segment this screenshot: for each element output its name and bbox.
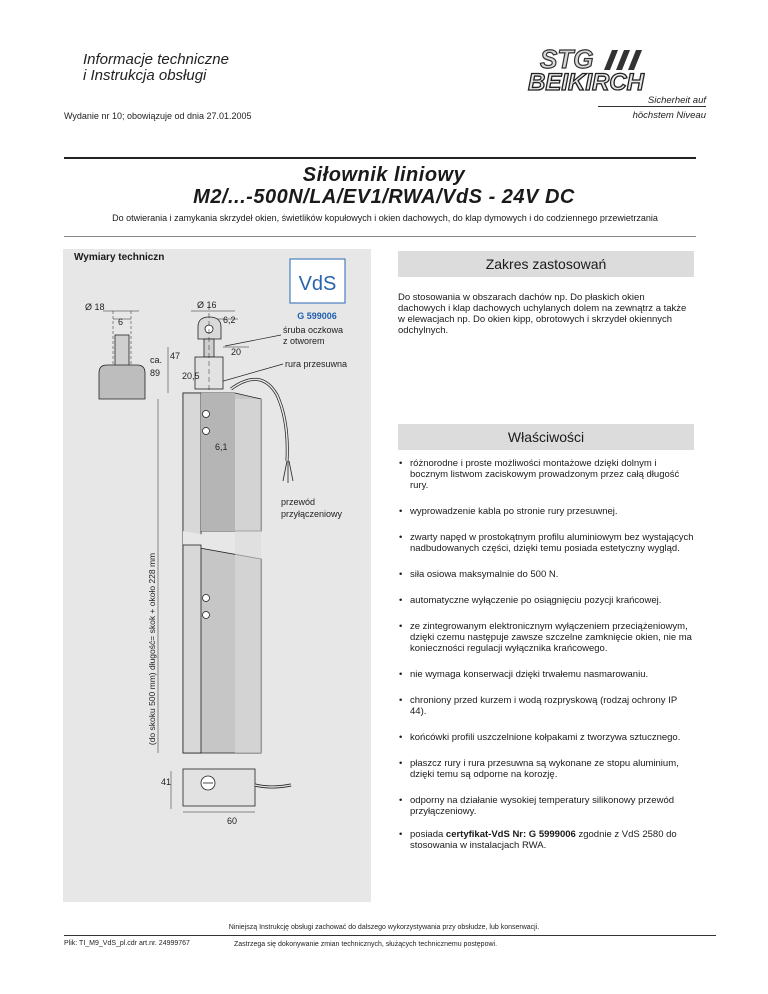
- title-rule-top: [64, 157, 696, 159]
- dim-6-2: 6,2: [223, 315, 236, 325]
- product-title-line-1: Siłownik liniowy: [302, 164, 466, 186]
- dim-41: 41: [161, 777, 172, 787]
- dim-89: 89: [150, 368, 161, 378]
- document-type-title: [83, 52, 229, 84]
- dim-20: 20: [231, 347, 242, 357]
- tube-end-detail: [85, 302, 162, 399]
- vds-logo-text: VdS: [298, 273, 337, 295]
- vds-logo: [290, 259, 345, 303]
- product-subtitle: Do otwierania i zamykania skrzydeł okien, świetlików kopułowych i okien dachowych, do klap dymowych i do codziennego przewietrzania: [112, 213, 658, 223]
- slogan-divider: [598, 106, 706, 107]
- technical-drawing: [63, 249, 373, 909]
- logo-stg-text: STG: [540, 44, 594, 74]
- slogan: [598, 93, 706, 123]
- list-item: • chroniony przed kurzem i wodą rozpryskową (rodzaj ochrony IP 44).: [398, 695, 694, 717]
- actuator-body: [183, 393, 261, 753]
- dim-20-5: 20,5: [182, 371, 200, 381]
- dim-d16: Ø 16: [197, 300, 217, 310]
- footer-note: Niniejszą Instrukcję obsługi zachować do dalszego wykorzystywania przy obsłudze, lub konserwacji.: [228, 924, 540, 931]
- list-item: • końcówki profili uszczelnione kołpakami z tworzywa sztucznego.: [398, 732, 694, 743]
- slogan-line-1: Sicherheit auf: [647, 95, 706, 106]
- application-heading: Zakres zastosowań: [398, 251, 694, 277]
- edition-note: Wydanie nr 10; obowiązuje od dnia 27.01.2005: [64, 111, 252, 121]
- dim-6-1: 6,1: [215, 442, 228, 452]
- dim-47: 47: [170, 351, 181, 361]
- label-sliding-tube: rura przesuwna: [285, 359, 348, 369]
- cert-number: certyfikat-VdS Nr: G 5999006: [445, 829, 576, 840]
- label-cable-2: przyłączeniowy: [281, 509, 343, 519]
- dim-ca: ca.: [150, 355, 163, 365]
- list-item: • odporny na działanie wysokiej temperatury silikonowy przewód przyłączeniowy.: [398, 795, 694, 817]
- logo-stripes: [604, 50, 642, 70]
- list-item: • różnorodne i proste możliwości montażowe dzięki dolnym i bocznym listwom zaciskowym prowadzonym przez całą długość rury.: [398, 458, 694, 491]
- list-item: • nie wymaga konserwacji dzięki trwałemu nasmarowaniu.: [398, 669, 694, 680]
- label-eye-screw-1: śruba oczkowa: [283, 325, 344, 335]
- dim-6-left: 6: [118, 317, 124, 327]
- drawing-heading: Wymiary techniczn: [74, 252, 165, 263]
- list-item: • ze zintegrowanym elektronicznym wyłączeniem przeciążeniowym, dzięki czemu następuje zawsze szczelne zamknięcie okien, nie ma konieczności regulacji wyłącznika krańcowego.: [398, 621, 694, 654]
- dim-60: 60: [227, 816, 238, 826]
- title-line-1: Informacje techniczne: [83, 51, 229, 68]
- properties-heading: Właściwości: [398, 424, 694, 450]
- footer-divider: [64, 935, 716, 936]
- footer-file-info: Plik: TI_M9_VdS_pl.cdr art.nr. 24999767: [64, 940, 190, 947]
- dim-length-formula: (do skoku 500 mm) długość= skok + około 228 mm: [147, 552, 157, 746]
- product-title: [64, 164, 704, 208]
- list-item: • automatyczne wyłączenie po osiągnięciu pozycji krańcowej.: [398, 595, 694, 606]
- title-line-2: i Instrukcja obsługi: [83, 67, 207, 84]
- application-text: Do stosowania w obszarach dachów np. Do płaskich okien dachowych i klap dachowych uchylanych dolem na zewnątrz a także w elewacjach np. Do okien kipp, obrotowych i skrzydeł okiennych odchylnych.: [398, 292, 687, 336]
- properties-list: [398, 458, 694, 866]
- logo-beikirch-text: BEIKIRCH: [528, 69, 645, 96]
- footer-disclaimer: Zastrzega się dokonywanie zmian technicznych, służących technicznemu postępowi.: [234, 941, 498, 948]
- label-eye-screw-2: z otworem: [283, 336, 325, 346]
- label-cable-1: przewód: [281, 497, 316, 507]
- list-item: • zwarty napęd w prostokątnym profilu aluminiowym bez wystających nadbudowanych części, dzięki temu posiada estetyczny wygląd.: [398, 532, 694, 554]
- dim-d18: Ø 18: [85, 302, 105, 312]
- list-item: • siła osiowa maksymalnie do 500 N.: [398, 569, 694, 580]
- cert-suffix: zgodnie z VdS 2580 do stosowania w instalacjach RWA.: [410, 829, 677, 851]
- cert-prefix: posiada: [410, 829, 446, 840]
- list-item-certificate: [398, 829, 694, 851]
- list-item: • wyprowadzenie kabla po stronie rury przesuwnej.: [398, 506, 694, 517]
- vds-cert-number: G 599006: [297, 311, 337, 321]
- bottom-view: [161, 769, 291, 826]
- product-title-line-2: M2/...-500N/LA/EV1/RWA/VdS - 24V DC: [193, 186, 575, 208]
- slogan-line-2: höchstem Niveau: [632, 110, 706, 121]
- list-item: • płaszcz rury i rura przesuwna są wykonane ze stopu aluminium, dzięki temu są odporne na korozję.: [398, 758, 694, 780]
- title-rule-bottom: [64, 236, 696, 237]
